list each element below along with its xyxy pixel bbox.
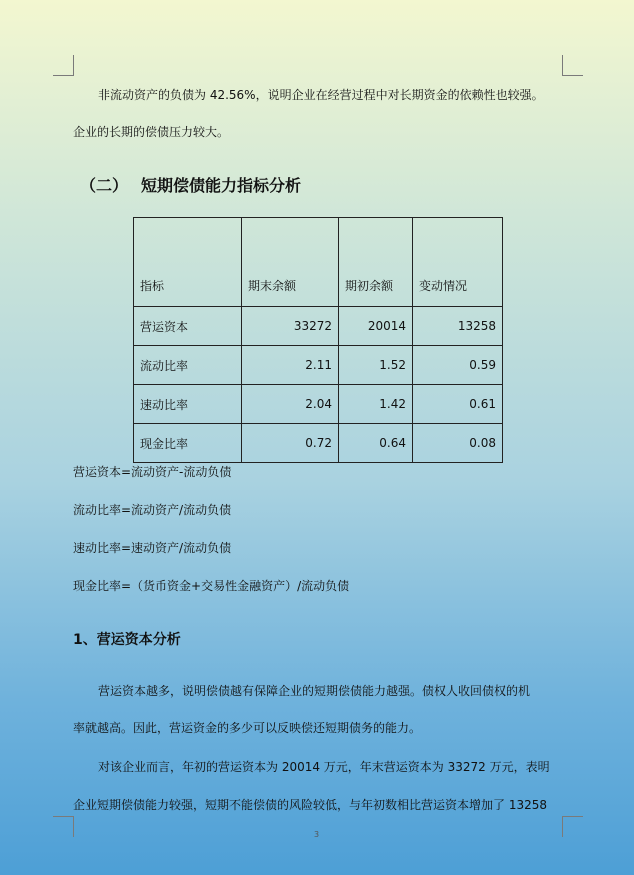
table-cell: 1.42 [339, 385, 413, 424]
indicator-table [133, 217, 503, 463]
table-row [134, 346, 503, 385]
table-cell: 20014 [339, 307, 413, 346]
table-cell: 速动比率 [134, 385, 242, 424]
table-cell: 1.52 [339, 346, 413, 385]
table-cell: 2.11 [242, 346, 339, 385]
section-heading [80, 173, 301, 196]
paragraph-line: 率就越高。因此，营运资金的多少可以反映偿还短期债务的能力。 [73, 721, 422, 735]
table-cell: 2.04 [242, 385, 339, 424]
crop-mark-top-left [53, 55, 74, 76]
paragraph-line: 企业短期偿债能力较强，短期不能偿债的风险较低，与年初数相比营运资本增加了 13258 [73, 798, 547, 812]
table-cell: 0.72 [242, 424, 339, 463]
table-row [134, 424, 503, 463]
table-header-cell: 变动情况 [413, 218, 503, 307]
crop-mark-top-right [562, 55, 583, 76]
table-cell: 流动比率 [134, 346, 242, 385]
table-row [134, 385, 503, 424]
table-row [134, 307, 503, 346]
crop-mark-bottom-right [562, 816, 583, 837]
table-header-row [134, 218, 503, 307]
paragraph-line: 企业的长期的偿债压力较大。 [73, 125, 230, 139]
table-cell: 33272 [242, 307, 339, 346]
crop-mark-bottom-left [53, 816, 74, 837]
page-number: 3 [314, 830, 320, 839]
paragraph-line: 营运资本越多，说明偿债越有保障企业的短期偿债能力越强。债权人收回债权的机 [98, 684, 531, 698]
table-cell: 0.08 [413, 424, 503, 463]
table-cell: 0.64 [339, 424, 413, 463]
formula-line: 营运资本=流动资产-流动负债 [73, 465, 232, 479]
paragraph-line: 非流动资产的负债为 42.56%，说明企业在经营过程中对长期资金的依赖性也较强。 [98, 88, 544, 102]
section-title: 短期偿债能力指标分析 [141, 176, 302, 195]
table-header-cell: 指标 [134, 218, 242, 307]
table-cell: 13258 [413, 307, 503, 346]
table-cell: 营运资本 [134, 307, 242, 346]
paragraph-line: 对该企业而言，年初的营运资本为 20014 万元，年末营运资本为 33272 万元，表明 [98, 760, 550, 774]
subsection-heading: 1、营运资本分析 [73, 632, 181, 648]
table-header-cell: 期末余额 [242, 218, 339, 307]
table-cell: 现金比率 [134, 424, 242, 463]
table-header-cell: 期初余额 [339, 218, 413, 307]
formula-line: 现金比率=（货币资金+交易性金融资产）/流动负债 [73, 579, 350, 593]
formula-line: 流动比率=流动资产/流动负债 [73, 503, 232, 517]
table-cell: 0.61 [413, 385, 503, 424]
formula-line: 速动比率=速动资产/流动负债 [73, 541, 232, 555]
section-number: （二） [80, 176, 129, 195]
table-cell: 0.59 [413, 346, 503, 385]
